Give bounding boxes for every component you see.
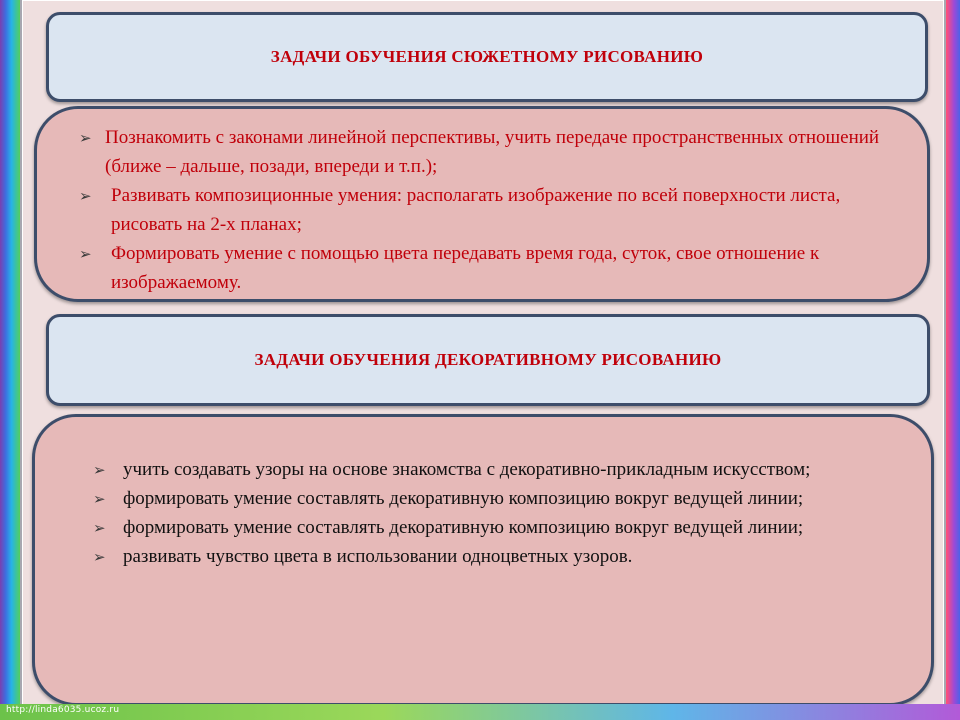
arrow-bullet-icon: ➢ bbox=[79, 129, 92, 147]
section1-content bbox=[34, 106, 930, 302]
list-item-text: Познакомить с законами линейной перспективы, учить передаче пространственных отношений (ближе – дальше, позади, впереди и т.п.); bbox=[105, 127, 880, 177]
list-item-text: формировать умение составлять декоративную композицию вокруг ведущей линии; bbox=[123, 517, 804, 538]
arrow-bullet-icon: ➢ bbox=[93, 490, 106, 508]
list-item-text: Развивать композиционные умения: располагать изображение по всей поверхности листа, рисовать на 2-х планах; bbox=[111, 185, 841, 235]
list-item bbox=[87, 455, 895, 484]
section2-list bbox=[87, 455, 895, 571]
list-item-text: учить создавать узоры на основе знакомства с декоративно-прикладным искусством; bbox=[123, 459, 811, 480]
arrow-bullet-icon: ➢ bbox=[79, 245, 92, 263]
list-item bbox=[87, 542, 895, 571]
footer-url[interactable]: http://linda6035.ucoz.ru bbox=[6, 705, 120, 715]
section1-list bbox=[79, 123, 887, 297]
arrow-bullet-icon: ➢ bbox=[79, 187, 92, 205]
section1-header bbox=[46, 12, 928, 102]
section2-content bbox=[32, 414, 934, 706]
list-item bbox=[87, 513, 895, 542]
list-item bbox=[87, 484, 895, 513]
section2-title: ЗАДАЧИ ОБУЧЕНИЯ ДЕКОРАТИВНОМУ РИСОВАНИЮ bbox=[254, 350, 722, 369]
list-item-text: формировать умение составлять декоративную композицию вокруг ведущей линии; bbox=[123, 488, 804, 509]
list-item bbox=[79, 239, 887, 297]
footer-decoration bbox=[0, 704, 960, 720]
arrow-bullet-icon: ➢ bbox=[93, 548, 106, 566]
arrow-bullet-icon: ➢ bbox=[93, 519, 106, 537]
section2-header bbox=[46, 314, 930, 406]
list-item bbox=[79, 181, 887, 239]
arrow-bullet-icon: ➢ bbox=[93, 461, 106, 479]
list-item-text: Формировать умение с помощью цвета передавать время года, суток, свое отношение к изображаемому. bbox=[111, 243, 820, 293]
list-item bbox=[79, 123, 887, 181]
list-item-text: развивать чувство цвета в использовании одноцветных узоров. bbox=[123, 546, 633, 567]
section1-title: ЗАДАЧИ ОБУЧЕНИЯ СЮЖЕТНОМУ РИСОВАНИЮ bbox=[270, 47, 704, 66]
